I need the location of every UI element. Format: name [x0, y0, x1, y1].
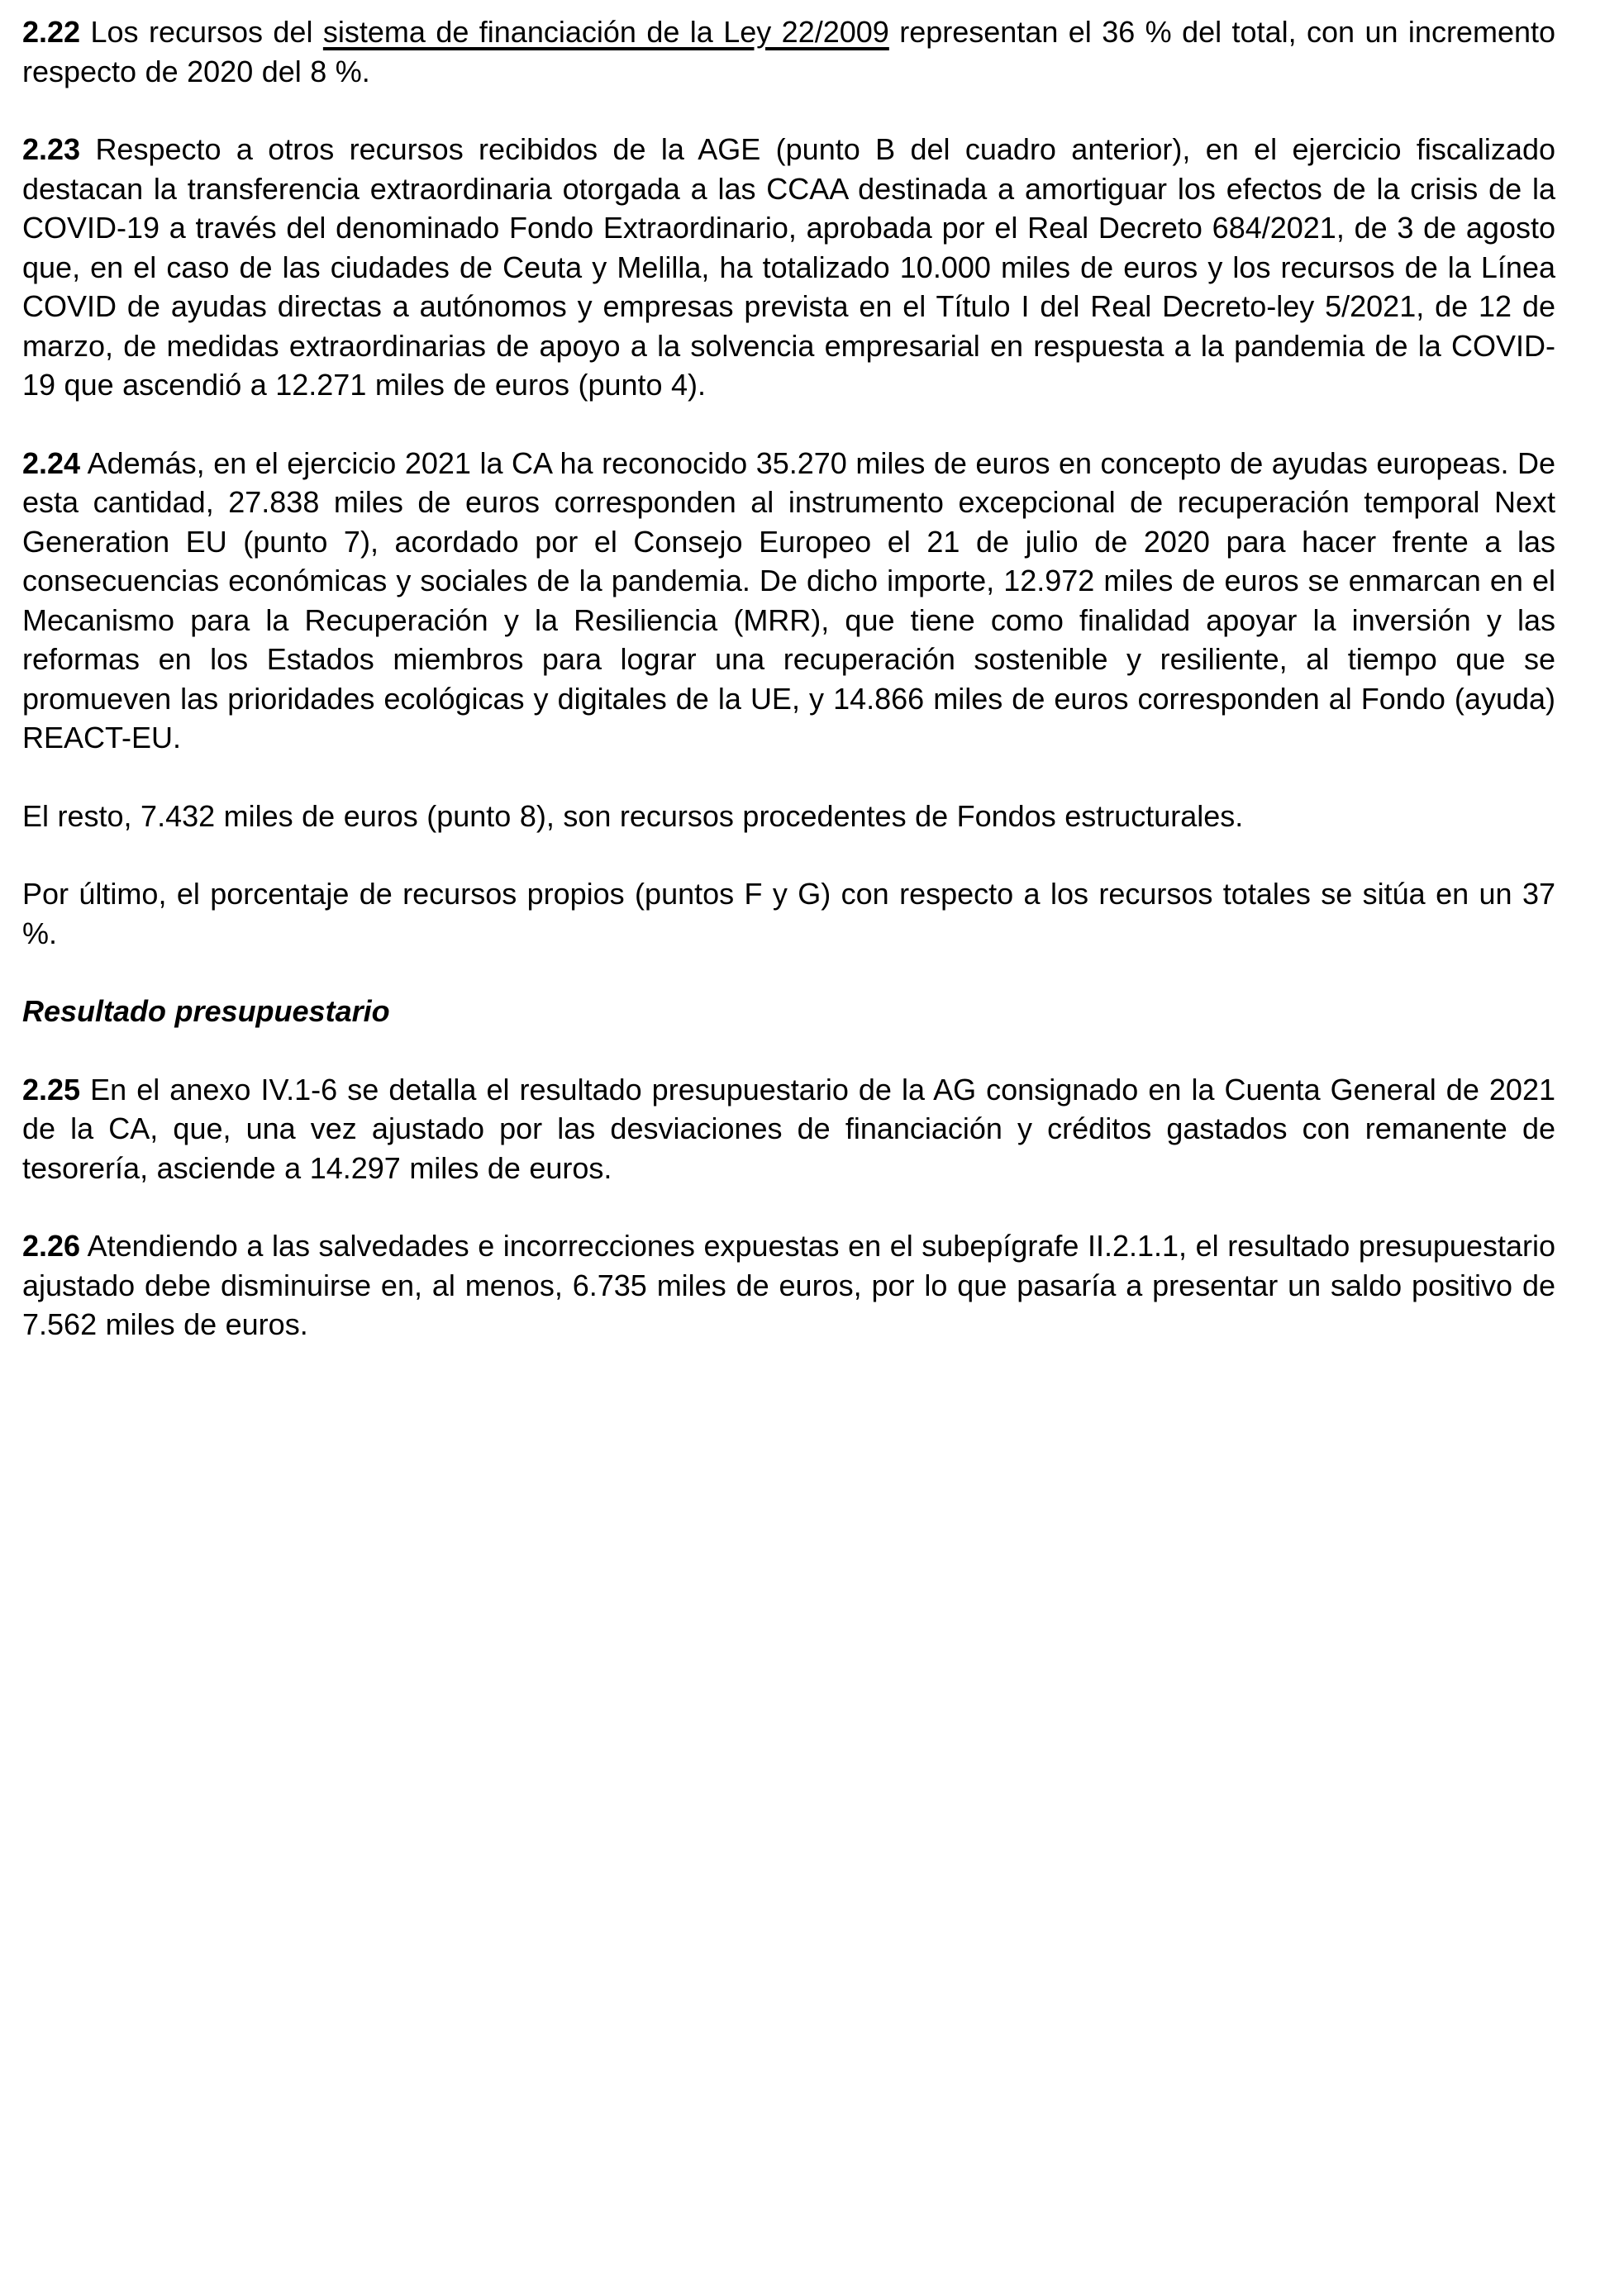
paragraph-number: 2.25 [22, 1072, 81, 1107]
paragraph-2-23 [22, 130, 1555, 405]
paragraph-number: 2.26 [22, 1229, 81, 1263]
text-run: Respecto a otros recursos recibidos de la AGE (punto B del cuadro anterior), en el ejercicio fiscalizado destacan la transferencia extraordinaria otorgada a las CCAA destinada a amortiguar los efectos de la crisis de la COVID-19 a través del denominado Fondo Extraordinario, aprobada por el Real Decreto 684/2021, de 3 de agosto que, en el caso de las ciudades de Ceuta y Melilla, ha totalizado 10.000 miles de euros y los recursos de la Línea COVID de ayudas directas a autónomos y empresas prevista en el Título I del Real Decreto-ley 5/2021, de 12 de marzo, de medidas extraordinarias de apoyo a la solvencia empresarial en respuesta a la pandemia de la COVID-19 que ascendió a 12.271 miles de euros (punto 4). [22, 132, 1555, 402]
paragraph-2-22 [22, 12, 1555, 91]
underlined-text: sistema de financiación de la Ley 22/2009 [322, 15, 889, 49]
paragraph-2-25 [22, 1070, 1555, 1188]
paragraph-number: 2.23 [22, 132, 81, 166]
text-run: Por último, el porcentaje de recursos propios (puntos F y G) con respecto a los recursos totales se sitúa en un 37 %. [22, 877, 1555, 950]
text-run: representan el 36 % del total, con un incremento respecto de 2020 del 8 %. [22, 15, 1556, 88]
text-run: El resto, 7.432 miles de euros (punto 8), son recursos procedentes de Fondos estructurales. [22, 798, 1244, 833]
text-run: En el anexo IV.1-6 se detalla el resultado presupuestario de la AG consignado en la Cuenta General de 2021 de la CA, que, una vez ajustado por las desviaciones de financiación y créditos gastados con remanente de tesorería, asciende a 14.297 miles de euros. [22, 1072, 1555, 1185]
text-run: Además, en el ejercicio 2021 la CA ha reconocido 35.270 miles de euros en concepto de ayudas europeas. De esta cantidad, 27.838 miles de euros corresponden al instrumento excepcional de recuperación temporal Next Generation EU (punto 7), acordado por el Consejo Europeo el 21 de julio de 2020 para hacer frente a las consecuencias económicas y sociales de la pandemia. De dicho importe, 12.972 miles de euros se enmarcan en el Mecanismo para la Recuperación y la Resiliencia (MRR), que tiene como finalidad apoyar la inversión y las reformas en los Estados miembros para lograr una recuperación sostenible y resiliente, al tiempo que se promueven las prioridades ecológicas y digitales de la UE, y 14.866 miles de euros corresponden al Fondo (ayuda) REACT-EU. [22, 445, 1555, 754]
text-run: Los recursos del [80, 15, 323, 49]
heading-text: Resultado presupuestario [22, 994, 390, 1028]
heading-resultado-presupuestario [22, 992, 1555, 1031]
text-run: Atendiendo a las salvedades e incorrecciones expuestas en el subepígrafe II.2.1.1, el resultado presupuestario ajustado debe disminuirse en, al menos, 6.735 miles de euros, por lo que pasaría a presentar un saldo positivo de 7.562 miles de euros. [22, 1229, 1555, 1341]
paragraph-2-26 [22, 1226, 1555, 1345]
paragraph-por-ultimo [22, 874, 1555, 953]
paragraph-2-24 [22, 444, 1555, 758]
paragraph-el-resto [22, 797, 1555, 836]
paragraph-number: 2.22 [22, 15, 81, 49]
paragraph-number: 2.24 [22, 445, 81, 480]
